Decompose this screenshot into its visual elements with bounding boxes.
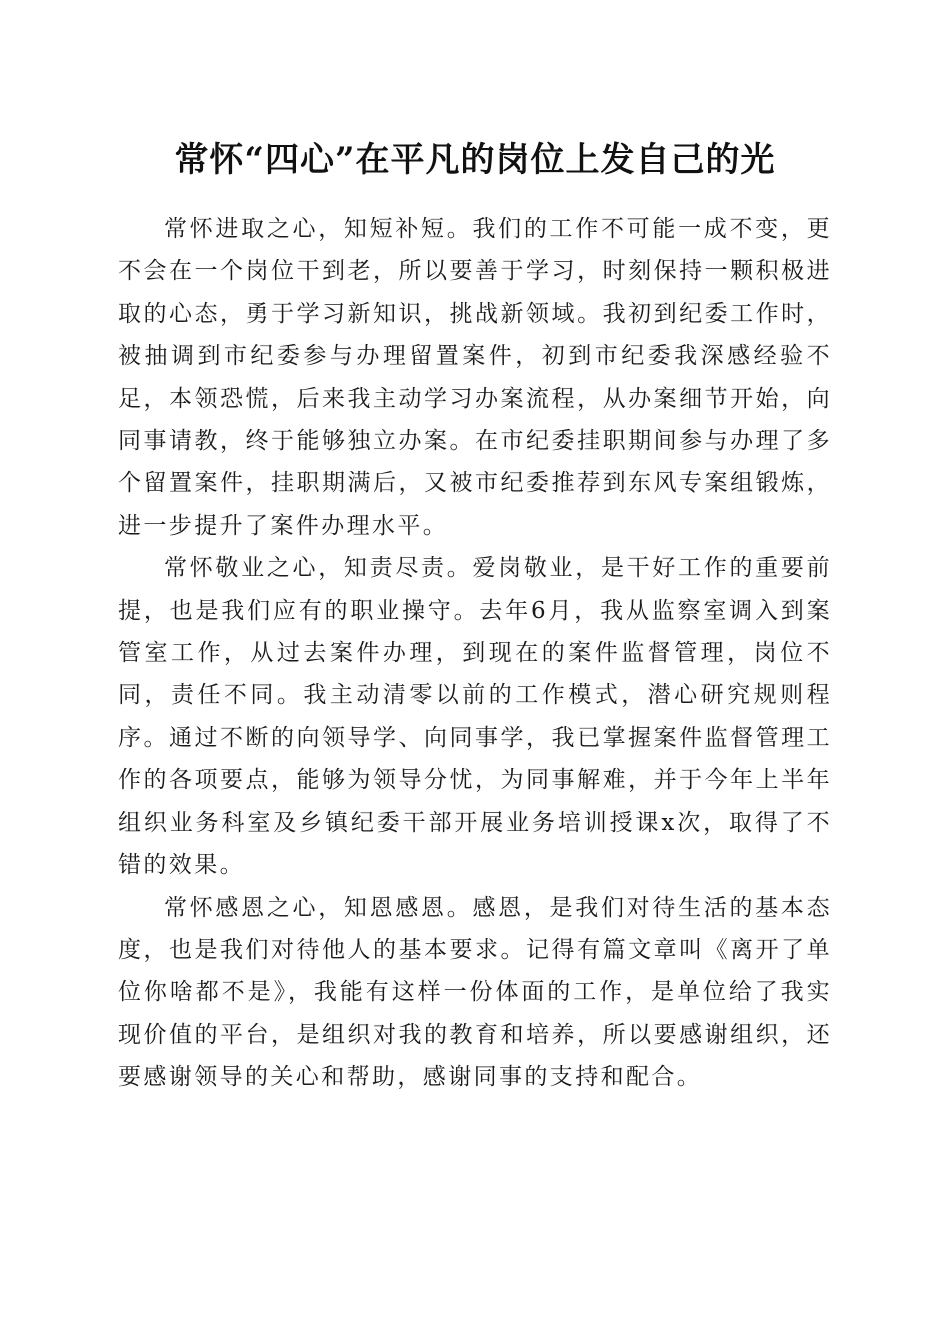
- paragraph-dedication: 常怀敬业之心，知责尽责。爱岗敬业，是干好工作的重要前提，也是我们应有的职业操守。去年6月，我从监察室调入到案管室工作，从过去案件办理，到现在的案件监督管理，岗位不同，责任不同。我主动清零以前的工作模式，潜心研究规则程序。通过不断的向领导学、向同事学，我已掌握案件监督管理工作的各项要点，能够为领导分忧，为同事解难，并于今年上半年组织业务科室及乡镇纪委干部开展业务培训授课x次，取得了不错的效果。: [118, 555, 832, 879]
- document-title: 常怀“四心”在平凡的岗位上发自己的光: [174, 140, 776, 180]
- paragraph-enterprising: 常怀进取之心，知短补短。我们的工作不可能一成不变，更不会在一个岗位干到老，所以要善于学习，时刻保持一颗积极进取的心态，勇于学习新知识，挑战新领域。我初到纪委工作时，被抽调到市纪委参与办理留置案件，初到市纪委我深感经验不足，本领恐慌，后来我主动学习办案流程，从办案细节开始，向同事请教，终于能够独立办案。在市纪委挂职期间参与办理了多个留置案件，挂职期满后，又被市纪委推荐到东风专案组锻炼，进一步提升了案件办理水平。: [118, 216, 832, 539]
- paragraph-gratitude: 常怀感恩之心，知恩感恩。感恩，是我们对待生活的基本态度，也是我们对待他人的基本要求。记得有篇文章叫《离开了单位你啥都不是》，我能有这样一份体面的工作，是单位给了我实现价值的平台，是组织对我的教育和培养，所以要感谢组织，还要感谢领导的关心和帮助，感谢同事的支持和配合。: [118, 894, 832, 1091]
- document-body: [118, 208, 832, 1099]
